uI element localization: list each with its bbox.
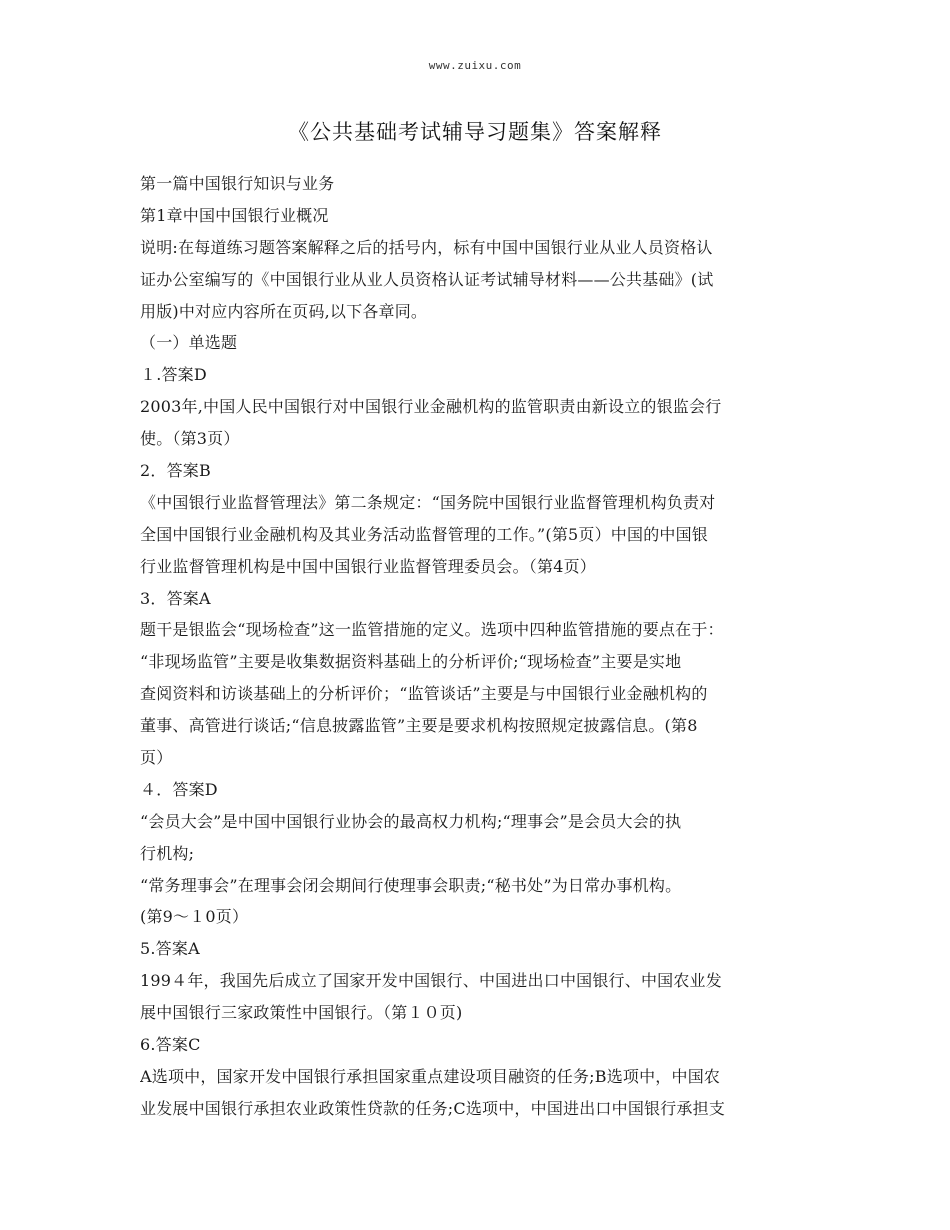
text-line: 题干是银监会“现场检查”这一监管措施的定义。选项中四种监管措施的要点在于： (140, 620, 724, 640)
text-line: 董事、高管进行谈话;“信息披露监管”主要是要求机构按照规定披露信息。(第8 (140, 716, 698, 736)
text-line: (第9～１0页） (140, 907, 249, 927)
text-line: 行业监督管理机构是中国中国银行业监督管理委员会。（第4页） (140, 556, 596, 576)
site-url-header[interactable]: www.zuixu.com (428, 59, 522, 72)
text-line: 页） (140, 748, 173, 768)
text-line: １.答案D (140, 365, 207, 385)
text-line: 行机构; (140, 843, 195, 863)
document-title: 《公共基础考试辅导习题集》答案解释 (288, 120, 662, 144)
document-body (140, 168, 820, 1125)
text-line: 第1章中国中国银行业概况 (140, 205, 329, 225)
text-line: 用版)中对应内容所在页码,以下各章同。 (140, 301, 428, 321)
text-line: （一）单选题 (140, 333, 238, 353)
text-line: 第一篇中国银行知识与业务 (140, 174, 335, 193)
text-line: 199４年，我国先后成立了国家开发中国银行、中国进出口中国银行、中国农业发 (140, 971, 722, 991)
text-line: 《中国银行业监督管理法》第二条规定：“国务院中国银行业监督管理机构负责对 (140, 492, 716, 512)
text-line: “常务理事会”在理事会闭会期间行使理事会职责;“秘书处”为日常办事机构。 (140, 875, 682, 895)
text-line: 3．答案A (140, 588, 211, 608)
text-line: 6.答案C (140, 1035, 201, 1055)
text-line: 使。（第3页） (140, 429, 240, 449)
text-line: “非现场监管”主要是收集数据资料基础上的分析评价;“现场检查”主要是实地 (140, 652, 682, 672)
text-line: 说明:在每道练习题答案解释之后的括号内，标有中国中国银行业从业人员资格认 (140, 237, 713, 257)
text-line: 业发展中国银行承担农业政策性贷款的任务;C选项中，中国进出口中国银行承担支 (140, 1098, 726, 1118)
text-line: “会员大会”是中国中国银行业协会的最高权力机构;“理事会”是会员大会的执 (140, 811, 682, 831)
text-line: A选项中，国家开发中国银行承担国家重点建设项目融资的任务;B选项中，中国农 (140, 1066, 721, 1086)
text-line: 查阅资料和访谈基础上的分析评价；“监管谈话”主要是与中国银行业金融机构的 (140, 684, 708, 704)
text-line: 2．答案B (140, 461, 211, 481)
text-line: 5.答案A (140, 939, 200, 959)
text-line: 全国中国银行业金融机构及其业务活动监督管理的工作。”(第5页）中国的中国银 (140, 524, 709, 544)
text-line: 2003年,中国人民中国银行对中国银行业金融机构的监管职责由新设立的银监会行 (140, 397, 722, 417)
text-line: 展中国银行三家政策性中国银行。（第１０页) (140, 1003, 463, 1023)
text-line: ４．答案D (140, 779, 218, 799)
text-line: 证办公室编写的《中国银行业从业人员资格认证考试辅导材料——公共基础》(试 (140, 269, 714, 289)
